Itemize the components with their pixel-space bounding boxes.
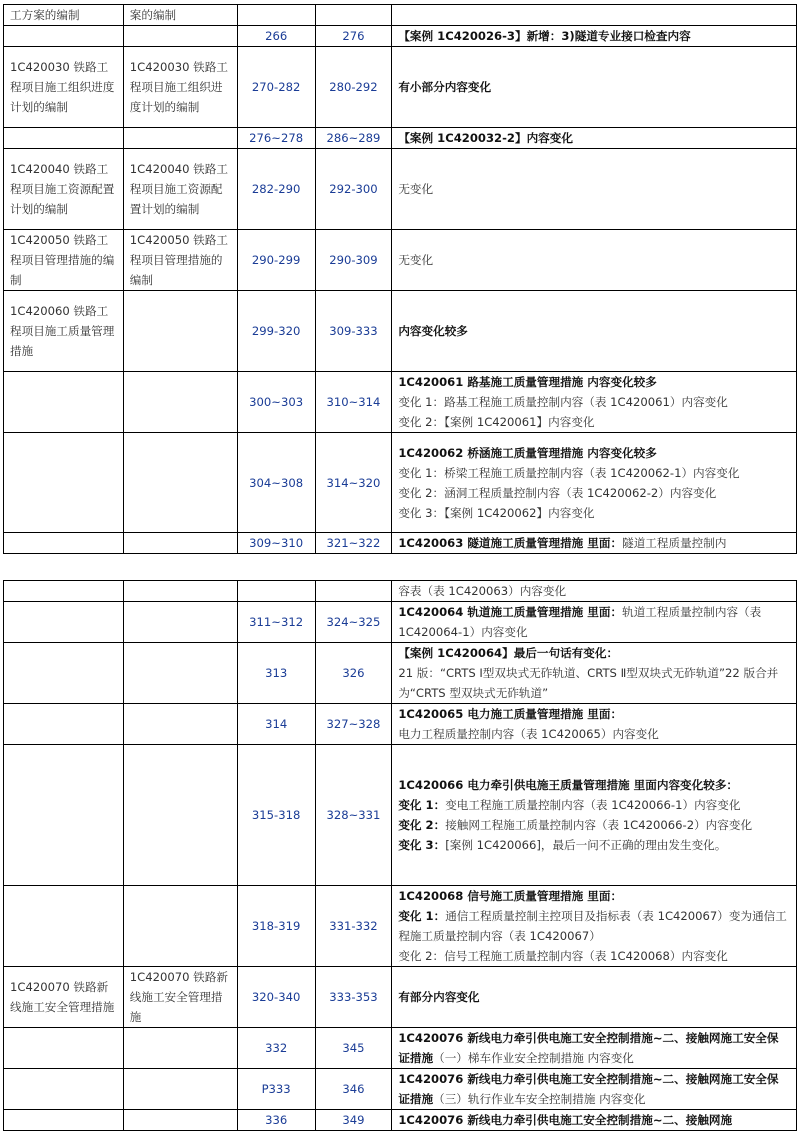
new-page-cell: 321~322 xyxy=(315,533,392,554)
change-note: 有部分内容变化 xyxy=(398,990,480,1004)
new-page-cell: 345 xyxy=(315,1028,392,1069)
new-page-cell: 324~325 xyxy=(315,602,392,643)
old-page-cell: 320-340 xyxy=(237,967,315,1028)
old-chapter-cell xyxy=(4,433,124,533)
table-row xyxy=(4,967,797,1028)
old-chapter-cell xyxy=(4,1069,124,1110)
new-page-cell: 290-309 xyxy=(315,230,392,291)
new-page-cell xyxy=(315,581,392,602)
table-row xyxy=(4,643,797,704)
old-chapter-cell xyxy=(4,643,124,704)
old-page-cell: 315-318 xyxy=(237,745,315,886)
new-page-cell: 276 xyxy=(315,26,392,47)
new-page-cell: 327~328 xyxy=(315,704,392,745)
change-note-cell xyxy=(392,372,797,433)
new-page-cell: 331-332 xyxy=(315,886,392,967)
new-chapter-cell xyxy=(123,745,237,886)
old-page-cell: 336 xyxy=(237,1110,315,1131)
change-note-cell xyxy=(392,967,797,1028)
new-chapter-cell xyxy=(123,291,237,372)
change-note-cell xyxy=(392,1110,797,1131)
change-note: 有小部分内容变化 xyxy=(398,80,492,94)
old-page-cell: 314 xyxy=(237,704,315,745)
change-note-cell xyxy=(392,1028,797,1069)
change-heading: 1C420076 新线电力牵引供电施工安全控制措施~二、接触网施 xyxy=(398,1113,733,1127)
table-row xyxy=(4,128,797,149)
new-chapter-cell xyxy=(123,1028,237,1069)
old-page-cell: 304~308 xyxy=(237,433,315,533)
old-page-cell xyxy=(237,5,315,26)
table-row xyxy=(4,26,797,47)
change-line: （一）梯车作业安全控制措施 内容变化 xyxy=(433,1051,634,1065)
new-chapter-cell xyxy=(123,26,237,47)
change-heading: 1C420064 轨道施工质量管理措施 里面： xyxy=(398,605,623,619)
old-chapter-cell xyxy=(4,372,124,433)
new-page-cell: 349 xyxy=(315,1110,392,1131)
old-chapter-cell xyxy=(4,1110,124,1131)
old-chapter-cell xyxy=(4,128,124,149)
change-heading: 1C420068 信号施工质量管理措施 里面： xyxy=(398,889,623,903)
change-label: 变化 1： xyxy=(398,909,446,923)
change-heading: 1C420076 新线电力牵引供电施工安全控制措施~二、接触网施工安全保证措施 xyxy=(398,1031,779,1065)
new-chapter-cell xyxy=(123,886,237,967)
old-chapter-cell: 1C420030 铁路工程项目施工组织进度计划的编制 xyxy=(4,47,124,128)
old-page-cell: 300~303 xyxy=(237,372,315,433)
old-chapter-cell xyxy=(4,581,124,602)
comparison-table-lower xyxy=(3,580,797,1131)
old-chapter-cell: 1C420060 铁路工程项目施工质量管理措施 xyxy=(4,291,124,372)
old-page-cell: 290-299 xyxy=(237,230,315,291)
new-page-cell: 326 xyxy=(315,643,392,704)
change-note-cell xyxy=(392,886,797,967)
old-chapter-cell: 1C420050 铁路工程项目管理措施的编制 xyxy=(4,230,124,291)
change-note-cell xyxy=(392,745,797,886)
new-chapter-cell xyxy=(123,643,237,704)
table-row xyxy=(4,704,797,745)
new-page-cell: 292-300 xyxy=(315,149,392,230)
old-chapter-cell xyxy=(4,1028,124,1069)
new-page-cell: 310~314 xyxy=(315,372,392,433)
old-page-cell: 332 xyxy=(237,1028,315,1069)
change-note-cell xyxy=(392,602,797,643)
table-row xyxy=(4,581,797,602)
new-chapter-cell: 1C420050 铁路工程项目管理措施的编制 xyxy=(123,230,237,291)
new-chapter-cell xyxy=(123,433,237,533)
new-chapter-cell xyxy=(123,372,237,433)
old-page-cell: 270-282 xyxy=(237,47,315,128)
change-line: 变化 1：路基工程施工质量控制内容（表 1C420061）内容变化 xyxy=(398,395,728,409)
old-page-cell: 299-320 xyxy=(237,291,315,372)
change-heading: 1C420062 桥涵施工质量管理措施 内容变化较多 xyxy=(398,445,657,460)
new-chapter-cell xyxy=(123,128,237,149)
old-page-cell: 318-319 xyxy=(237,886,315,967)
change-line: 变电工程施工质量控制内容（表 1C420066-1）内容变化 xyxy=(445,798,741,812)
change-note-cell xyxy=(392,26,797,47)
change-line: [案例 1C420066]，最后一问不正确的理由发生变化。 xyxy=(445,838,727,852)
table-row xyxy=(4,372,797,433)
change-line: 电力工程质量控制内容（表 1C420065）内容变化 xyxy=(398,727,659,741)
old-page-cell: 309~310 xyxy=(237,533,315,554)
new-page-cell xyxy=(315,5,392,26)
old-page-cell: 266 xyxy=(237,26,315,47)
change-label: 变化 1： xyxy=(398,798,446,812)
change-note-cell xyxy=(392,5,797,26)
old-chapter-cell xyxy=(4,704,124,745)
change-note-cell xyxy=(392,704,797,745)
change-line: 变化 1：桥梁工程施工质量控制内容（表 1C420062-1）内容变化 xyxy=(398,465,740,480)
new-page-cell: 286~289 xyxy=(315,128,392,149)
change-note-cell xyxy=(392,47,797,128)
change-line: 通信工程质量控制主控项目及指标表（表 1C420067）变为通信工程施工质量控制内容（表 1C420067） xyxy=(398,909,787,943)
new-chapter-cell xyxy=(123,602,237,643)
old-page-cell: 276~278 xyxy=(237,128,315,149)
new-chapter-cell: 1C420040 铁路工程项目施工资源配置计划的编制 xyxy=(123,149,237,230)
new-page-cell: 328~331 xyxy=(315,745,392,886)
change-note-cell: 无变化 xyxy=(392,230,797,291)
table-row xyxy=(4,5,797,26)
change-label: 变化 2： xyxy=(398,818,446,832)
table-row xyxy=(4,149,797,230)
table-row xyxy=(4,745,797,886)
change-line: 接触网工程施工质量控制内容（表 1C420066-2）内容变化 xyxy=(445,818,753,832)
table-row xyxy=(4,886,797,967)
change-line: （三）轨行作业车安全控制措施 内容变化 xyxy=(433,1092,646,1106)
change-note-cell xyxy=(392,643,797,704)
old-chapter-cell xyxy=(4,745,124,886)
old-page-cell: 311~312 xyxy=(237,602,315,643)
old-page-cell: P333 xyxy=(237,1069,315,1110)
change-heading: 【案例 1C420064】最后一句话有变化： xyxy=(398,646,619,660)
change-heading: 1C420065 电力施工质量管理措施 里面： xyxy=(398,707,623,721)
change-heading: 1C420066 电力牵引供电施王质量管理措施 里面内容变化较多： xyxy=(398,778,739,792)
change-heading: 1C420061 路基施工质量管理措施 内容变化较多 xyxy=(398,375,657,389)
change-line: 变化 2：信号工程施工质量控制内容（表 1C420068）内容变化 xyxy=(398,949,728,963)
old-chapter-cell xyxy=(4,886,124,967)
table-row xyxy=(4,533,797,554)
old-chapter-cell: 1C420040 铁路工程项目施工资源配置计划的编制 xyxy=(4,149,124,230)
comparison-table-upper xyxy=(3,4,797,554)
old-page-cell: 282-290 xyxy=(237,149,315,230)
change-heading: 1C420076 新线电力牵引供电施工安全控制措施~二、接触网施工安全保证措施 xyxy=(398,1072,779,1106)
new-page-cell: 280-292 xyxy=(315,47,392,128)
change-note: 内容变化较多 xyxy=(398,324,468,338)
new-page-cell: 314~320 xyxy=(315,433,392,533)
new-chapter-cell: 1C420030 铁路工程项目施工组织进度计划的编制 xyxy=(123,47,237,128)
old-chapter-cell xyxy=(4,26,124,47)
change-note-cell: 容表（表 1C420063）内容变化 xyxy=(392,581,797,602)
new-chapter-cell xyxy=(123,581,237,602)
change-line: 变化 2：涵洞工程质量控制内容（表 1C420062-2）内容变化 xyxy=(398,485,717,500)
old-page-cell xyxy=(237,581,315,602)
change-line: 轨道工程质量控制内容（表 1C420064-1）内容变化 xyxy=(398,605,762,639)
change-line: 21 版：“CRTS Ⅰ型双块式无砟轨道、CRTS Ⅱ型双块式无砟轨道”22 版合并为“CRTS 型双块式无砟轨道” xyxy=(398,666,779,700)
change-note-cell xyxy=(392,533,797,554)
old-page-cell: 313 xyxy=(237,643,315,704)
table-row xyxy=(4,230,797,291)
new-page-cell: 346 xyxy=(315,1069,392,1110)
new-chapter-cell: 1C420070 铁路新线施工安全管理措施 xyxy=(123,967,237,1028)
change-line: 隧道工程质量控制内 xyxy=(622,536,727,550)
table-row xyxy=(4,291,797,372)
change-heading: 1C420063 隧道施工质量管理措施 里面： xyxy=(398,536,623,550)
table-row xyxy=(4,1110,797,1131)
table-row xyxy=(4,433,797,533)
change-note-cell xyxy=(392,433,797,533)
new-chapter-cell xyxy=(123,533,237,554)
new-chapter-cell xyxy=(123,1069,237,1110)
change-note-cell xyxy=(392,1069,797,1110)
new-chapter-cell: 案的编制 xyxy=(123,5,237,26)
old-chapter-cell xyxy=(4,602,124,643)
table-row xyxy=(4,1028,797,1069)
old-chapter-cell: 工方案的编制 xyxy=(4,5,124,26)
old-chapter-cell: 1C420070 铁路新线施工安全管理措施 xyxy=(4,967,124,1028)
change-label: 变化 3： xyxy=(398,838,446,852)
table-row xyxy=(4,1069,797,1110)
table-row xyxy=(4,47,797,128)
new-page-cell: 333-353 xyxy=(315,967,392,1028)
old-chapter-cell xyxy=(4,533,124,554)
change-note: 【案例 1C420026-3】新增：3)隧道专业接口检查内容 xyxy=(398,29,691,43)
change-note-cell: 无变化 xyxy=(392,149,797,230)
change-note-cell xyxy=(392,291,797,372)
new-page-cell: 309-333 xyxy=(315,291,392,372)
change-note-cell xyxy=(392,128,797,149)
change-note: 【案例 1C420032-2】内容变化 xyxy=(398,131,573,145)
change-line: 变化 3：【案例 1C420062】内容变化 xyxy=(398,505,595,520)
table-row xyxy=(4,602,797,643)
new-chapter-cell xyxy=(123,704,237,745)
change-line: 变化 2：【案例 1C420061】内容变化 xyxy=(398,415,595,429)
new-chapter-cell xyxy=(123,1110,237,1131)
